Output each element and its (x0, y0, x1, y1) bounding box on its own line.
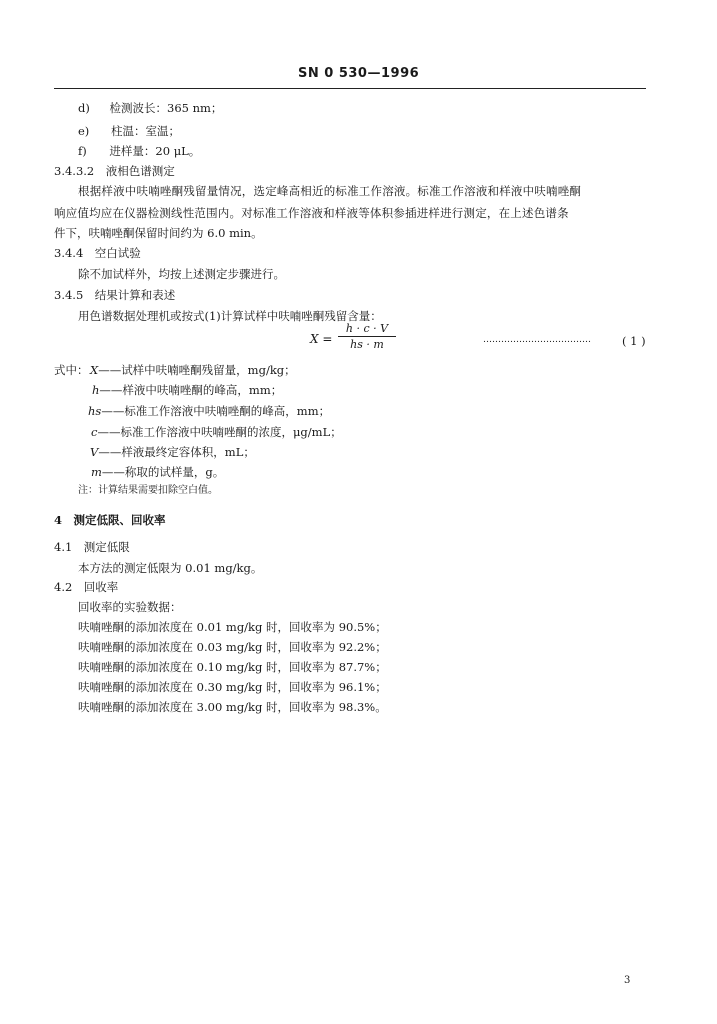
definition-symbol: m (91, 465, 102, 479)
definition-line (91, 425, 342, 439)
formula-denominator: hs · m (350, 338, 384, 351)
recovery-line: 呋喃唑酮的添加浓度在 0.30 mg/kg 时，回收率为 96.1%； (78, 680, 387, 694)
formula-fraction (338, 322, 396, 351)
formula-number: ( 1 ) (622, 334, 646, 348)
definition-text: ——标准工作溶液中呋喃唑酮的浓度，μg/mL； (97, 425, 342, 439)
header-rule (54, 88, 646, 89)
recovery-line: 呋喃唑酮的添加浓度在 0.01 mg/kg 时，回收率为 90.5%； (78, 620, 387, 634)
definition-symbol: h (92, 383, 100, 397)
definition-line (88, 404, 330, 418)
paragraph-line: 件下，呋喃唑酮保留时间约为 6.0 min。 (54, 226, 263, 240)
list-item (78, 124, 180, 138)
fraction-bar (338, 336, 396, 337)
paragraph-line: 根据样液中呋喃唑酮残留量情况，选定峰高相近的标准工作溶液。标准工作溶液和样液中呋喃唑酮 (78, 184, 582, 198)
definition-symbol: V (90, 445, 99, 459)
definition-line (91, 465, 224, 479)
paragraph: 回收率的实验数据： (78, 600, 182, 614)
list-marker: f) (78, 144, 87, 158)
section-heading: 3.4.5 结果计算和表述 (54, 288, 176, 302)
list-marker: d) (78, 101, 90, 115)
list-item (78, 101, 222, 115)
where-label: 式中： (54, 363, 89, 377)
definition-text: ——样液最终定容体积，mL； (98, 445, 255, 459)
formula-numerator: h · c · V (345, 322, 389, 335)
list-marker: e) (78, 124, 90, 138)
definition-line (90, 363, 296, 377)
paragraph: 用色谱数据处理机或按式(1)计算试样中呋喃唑酮残留含量： (78, 309, 382, 323)
formula-lhs: X = (310, 332, 333, 346)
list-item (78, 144, 200, 158)
definition-symbol: X (90, 363, 99, 377)
chapter-heading: 4 测定低限、回收率 (54, 513, 166, 527)
recovery-line: 呋喃唑酮的添加浓度在 3.00 mg/kg 时，回收率为 98.3%。 (78, 700, 387, 714)
definition-line (90, 445, 255, 459)
definition-symbol: c (91, 425, 98, 439)
note: 注：计算结果需要扣除空白值。 (78, 485, 218, 496)
paragraph-line: 响应值均应在仪器检测线性范围内。对标准工作溶液和样液等体积参插进样进行测定，在上述色谱条 (54, 206, 569, 220)
section-heading: 3.4.3.2 液相色谱测定 (54, 164, 175, 178)
section-heading: 4.2 回收率 (54, 580, 119, 594)
header-standard-number: SN 0 530—1996 (298, 66, 420, 81)
list-text: 柱温：室温； (110, 124, 180, 138)
list-text: 进样量：20 μL。 (109, 144, 201, 158)
recovery-line: 呋喃唑酮的添加浓度在 0.03 mg/kg 时，回收率为 92.2%； (78, 640, 387, 654)
definition-symbol: hs (88, 404, 102, 418)
paragraph: 本方法的测定低限为 0.01 mg/kg。 (78, 561, 263, 575)
list-text: 检测波长：365 nm； (109, 101, 223, 115)
page-number: 3 (624, 975, 631, 986)
section-heading: 3.4.4 空白试验 (54, 246, 141, 260)
section-heading: 4.1 测定低限 (54, 540, 130, 554)
definition-line (92, 383, 282, 397)
paragraph: 除不加试样外，均按上述测定步骤进行。 (78, 267, 285, 281)
definition-text: ——称取的试样量，g。 (101, 465, 225, 479)
definition-text: ——标准工作溶液中呋喃唑酮的峰高，mm； (101, 404, 331, 418)
definition-text: ——试样中呋喃唑酮残留量，mg/kg； (98, 363, 296, 377)
recovery-line: 呋喃唑酮的添加浓度在 0.10 mg/kg 时，回收率为 87.7%； (78, 660, 387, 674)
definition-text: ——样液中呋喃唑酮的峰高，mm； (99, 383, 283, 397)
formula-leader-dots: ……………………………… (483, 335, 591, 345)
